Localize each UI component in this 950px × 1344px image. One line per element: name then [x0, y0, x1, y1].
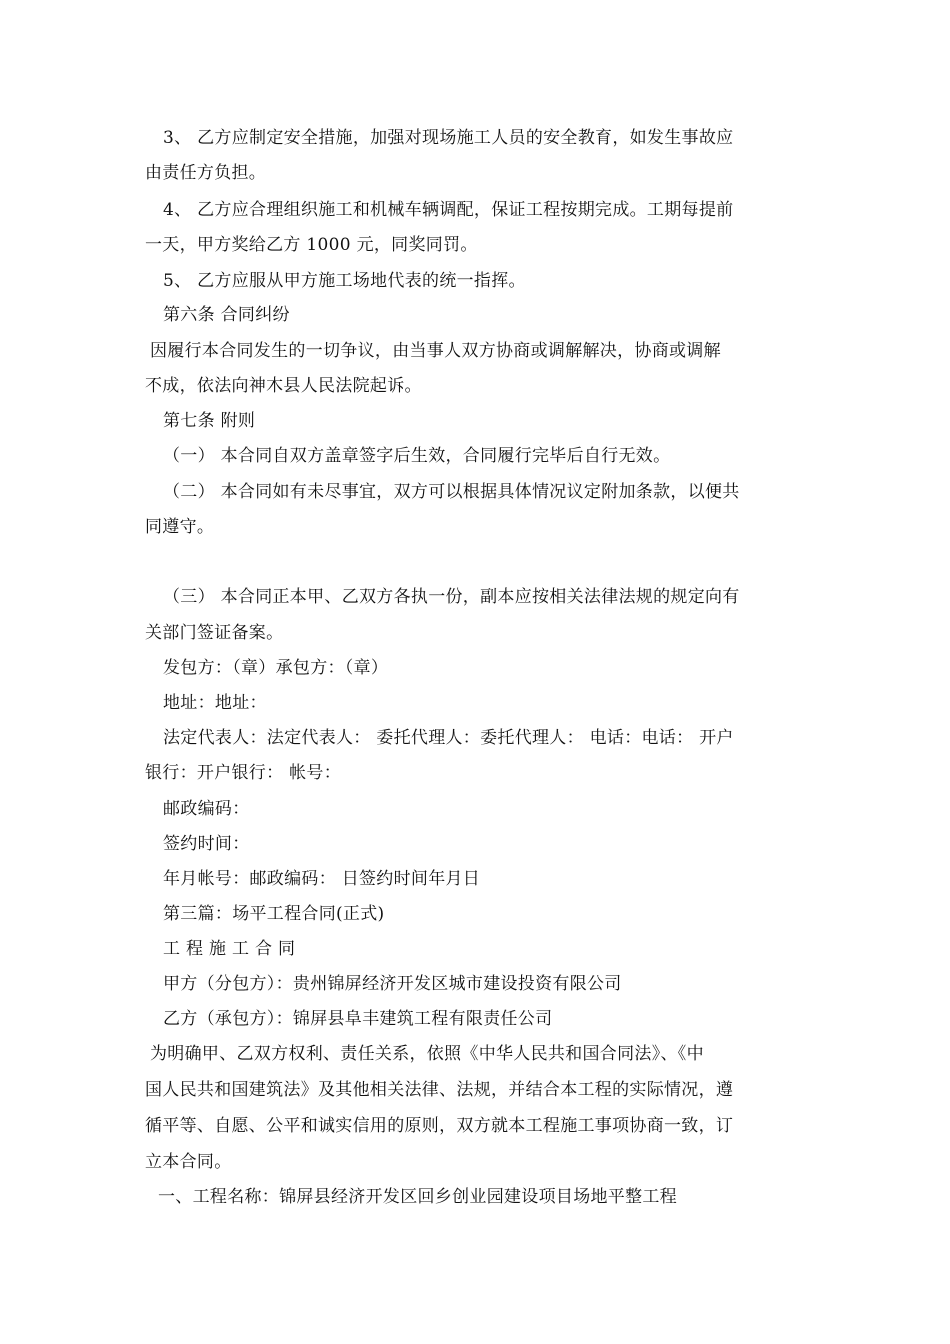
party-b-line: 乙方（承包方）：锦屏县阜丰建筑工程有限责任公司 [163, 1009, 553, 1029]
address-line: 地址：地址： [163, 693, 267, 713]
clause-3-line-1: 3、 乙方应制定安全措施，加强对现场施工人员的安全教育，如发生事故应 [163, 128, 734, 148]
contract-title: 工 程 施 工 合 同 [163, 939, 296, 959]
clause-3-line-2: 由责任方负担。 [145, 163, 267, 183]
section-3-heading: 第三篇：场平工程合同(正式) [163, 904, 385, 924]
date-line: 年月帐号：邮政编码： 日签约时间年月日 [163, 869, 481, 889]
article-7-heading: 第七条 附则 [163, 411, 256, 431]
preamble-line-1: 为明确甲、乙双方权利、责任关系，依照《中华人民共和国合同法》、《中 [150, 1044, 704, 1064]
preamble-line-2: 国人民共和国建筑法》及其他相关法律、法规，并结合本工程的实际情况，遵 [145, 1080, 734, 1100]
postcode-line: 邮政编码： [163, 799, 250, 819]
dispute-line-2: 不成，依法向神木县人民法院起诉。 [145, 376, 422, 396]
project-name-line: 一、工程名称：锦屏县经济开发区回乡创业园建设项目场地平整工程 [158, 1187, 677, 1207]
supplement-1-line: （一） 本合同自双方盖章签字后生效，合同履行完毕后自行无效。 [163, 446, 671, 466]
party-a-line: 甲方（分包方）：贵州锦屏经济开发区城市建设投资有限公司 [163, 974, 622, 994]
clause-4-line-2: 一天，甲方奖给乙方 1000 元，同奖同罚。 [145, 235, 478, 255]
preamble-line-4: 立本合同。 [145, 1152, 232, 1172]
preamble-line-3: 循平等、自愿、公平和诚实信用的原则，双方就本工程施工事项协商一致，订 [145, 1116, 734, 1136]
article-6-heading: 第六条 合同纠纷 [163, 305, 290, 325]
representative-line-2: 银行：开户银行： 帐号： [145, 763, 342, 783]
signing-time-line: 签约时间： [163, 834, 250, 854]
representative-line-1: 法定代表人：法定代表人： 委托代理人：委托代理人： 电话：电话： 开户 [163, 728, 734, 748]
dispute-line-1: 因履行本合同发生的一切争议，由当事人双方协商或调解解决，协商或调解 [150, 341, 721, 361]
supplement-2-line-1: （二） 本合同如有未尽事宜，双方可以根据具体情况议定附加条款，以便共 [163, 482, 740, 502]
seal-line: 发包方：（章）承包方：（章） [163, 658, 389, 678]
clause-5-line: 5、 乙方应服从甲方施工场地代表的统一指挥。 [163, 271, 526, 291]
supplement-3-line-2: 关部门签证备案。 [145, 623, 284, 643]
supplement-2-line-2: 同遵守。 [145, 517, 215, 537]
supplement-3-line-1: （三） 本合同正本甲、乙双方各执一份，副本应按相关法律法规的规定向有 [163, 587, 740, 607]
clause-4-line-1: 4、 乙方应合理组织施工和机械车辆调配，保证工程按期完成。工期每提前 [163, 200, 734, 220]
